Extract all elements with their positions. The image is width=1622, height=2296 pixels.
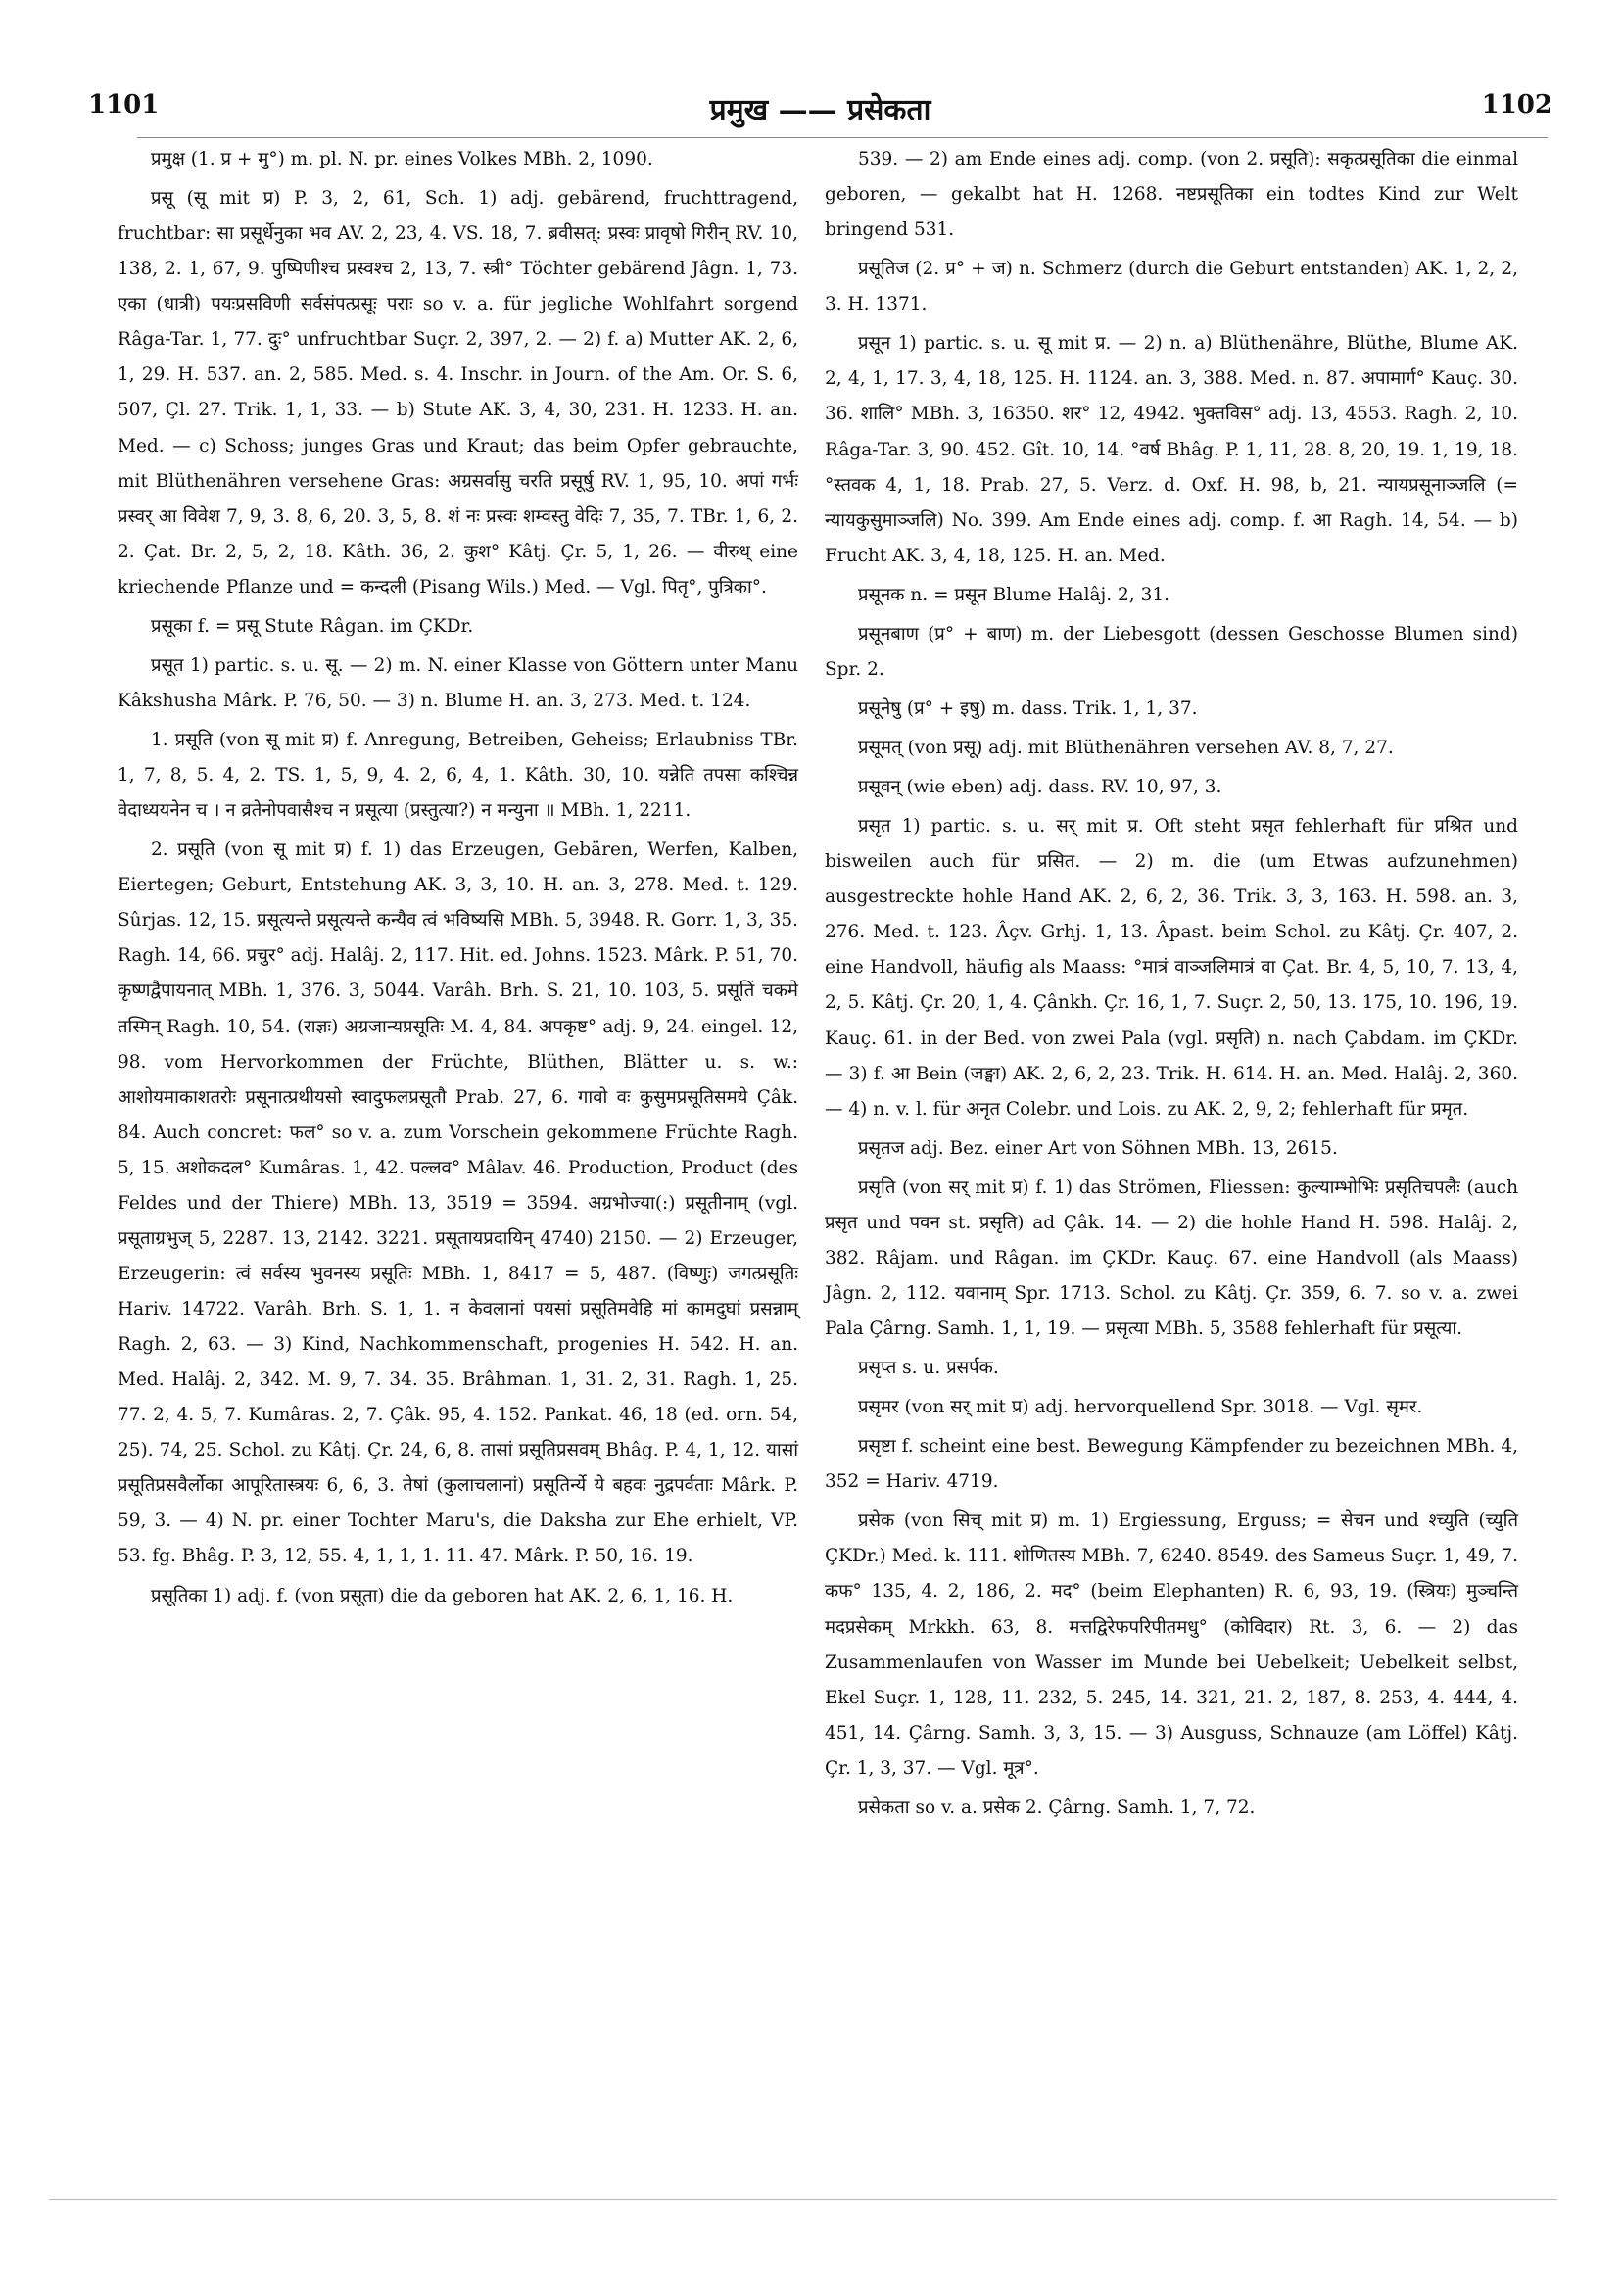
dictionary-entry: प्रसूनेषु (प्र° + इषु) m. dass. Trik. 1, 1, 37. [858, 697, 1198, 719]
dictionary-entry: प्रमुक्ष (1. प्र + मु°) m. pl. N. pr. eines Volkes MBh. 2, 1090. [151, 149, 653, 169]
footer-rule [49, 2199, 1557, 2200]
dictionary-entry: प्रसूनबाण (प्र° + बाण) m. der Liebesgott (dessen Geschosse Blumen sind) Spr. 2. [825, 623, 1518, 680]
dictionary-entry: प्रसू (सू mit प्र) P. 3, 2, 61, Sch. 1) adj. gebärend, fruchttragend, fruchtbar: सा प्रसूर्धेनुका भव AV. 2, 23, 4. VS. 18, 7. ब्रवीसत्: प्रस्वः प्रावृषो गिरीन् RV. 10, 138, 2. 1, 67, 9. पुष्पिणीश्च प्रस्वश्च 2, 13, 7. स्त्री° Töchter gebärend Jâgn. 1, 73. एका (धात्री) पयःप्रसविणी सर्वसंपत्प्रसूः पराः so v. a. für jegliche Wohlfahrt sorgend Râga-Tar. 1, 77. दुः° unfruchtbar Suçr. 2, 397, 2. — 2) f. a) Mutter AK. 2, 6, 1, 29. H. 537. an. 2, 585. Med. s. 4. Inschr. in Journ. of the Am. Or. S. 6, 507, Çl. 27. Trik. 1, 1, 33. — b) Stute AK. 3, 4, 30, 231. H. 1233. H. an. Med. — c) Schoss; junges Gras und Kraut; das beim Opfer gebrauchte, mit Blüthenähren versehene Gras: अग्रसर्वासु चरति प्रसूर्षु RV. 1, 95, 10. अपां गर्भः प्रस्वर् आ विवेश 7, 9, 3. 8, 6, 20. 3, 5, 8. शं नः प्रस्वः शम्वस्तु वेदिः 7, 35, 7. TBr. 1, 6, 2. 2. Çat. Br. 2, 5, 2, 18. Kâth. 36, 2. कुश° Kâtj. Çr. 5, 1, 26. — वीरुध् eine kriechende Pflanze und = कन्दली (Pisang Wils.) Med. — Vgl. पितृ°, पुत्रिका°. [118, 188, 798, 598]
dictionary-entry: प्रसृष्टा f. scheint eine best. Bewegung Kämpfender zu bezeichnen MBh. 4, 352 = Hariv. 4719. [825, 1436, 1518, 1493]
dictionary-entry: प्रसृत 1) partic. s. u. सर् mit प्र. Oft steht प्रसृत fehlerhaft für प्रश्रित und bisweilen auch für प्रसित. — 2) m. die (um Etwas aufzunehmen) ausgestreckte hohle Hand AK. 2, 6, 2, 36. Trik. 3, 3, 163. H. 598. an. 3, 276. Med. t. 123. Âçv. Grhj. 1, 13. Âpast. beim Schol. zu Kâtj. Çr. 407, 2. eine Handvoll, häufig als Maass: °मात्रं वाञ्जलिमात्रं वा Çat. Br. 4, 5, 10, 7. 13, 4, 2, 5. Kâtj. Çr. 20, 1, 4. Çânkh. Çr. 16, 1, 7. Suçr. 2, 50, 13. 175, 10. 196, 19. Kauç. 61. in der Bed. von zwei Pala (vgl. प्रसृति) n. nach Çabdam. im ÇKDr. — 3) f. आ Bein (जङ्घा) AK. 2, 6, 2, 23. Trik. H. 614. H. an. Med. Halâj. 2, 360. — 4) n. v. l. für अनृत Colebr. und Lois. zu AK. 2, 9, 2; fehlerhaft für प्रमृत. [825, 816, 1518, 1120]
left-column [118, 142, 798, 1618]
right-column [825, 142, 1518, 1830]
dictionary-entry: प्रसूमत् (von प्रसू) adj. mit Blüthenähren versehen AV. 8, 7, 27. [858, 738, 1394, 758]
dictionary-entry: प्रसृप्त s. u. प्रसर्पक. [858, 1358, 999, 1379]
dictionary-entry: प्रसेक (von सिच् mit प्र) m. 1) Ergiessung, Erguss; = सेचन und श्च्युति (च्युति ÇKDr.) Med. k. 111. शोणितस्य MBh. 7, 6240. 8549. des Sameus Suçr. 1, 49, 7. कफ° 135, 4. 2, 186, 2. मद° (beim Elephanten) R. 6, 93, 19. (स्त्रियः) मुञ्चन्ति मदप्रसेकम् Mrkkh. 63, 8. मत्तद्विरेफपरिपीतमधु° (कोविदार) Rt. 3, 6. — 2) das Zusammenlaufen von Wasser im Munde bei Uebelkeit; Uebelkeit selbst, Ekel Suçr. 1, 128, 11. 232, 5. 245, 14. 321, 21. 2, 187, 8. 253, 4. 444, 4. 451, 14. Çârng. Samh. 3, 3, 15. — 3) Ausguss, Schnauze (am Löffel) Kâtj. Çr. 1, 3, 37. — Vgl. मूत्र°. [825, 1510, 1518, 1779]
dictionary-entry: 1. प्रसूति (von सू mit प्र) f. Anregung, Betreiben, Geheiss; Erlaubniss TBr. 1, 7, 8, 5. 4, 2. TS. 1, 5, 9, 4. 2, 6, 4, 1. Kâth. 30, 10. यन्नेति तपसा कश्चिन्न वेदाध्ययनेन च । न व्रतेनोपवासैश्च न प्रसूत्या (प्रस्तुत्या?) न मन्युना ॥ MBh. 1, 2211. [118, 730, 798, 822]
dictionary-entry: प्रसूतिज (2. प्र° + ज) n. Schmerz (durch die Geburt entstanden) AK. 1, 2, 2, 3. H. 1371. [825, 259, 1518, 315]
page-number-right: 1102 [1481, 90, 1552, 120]
header-rule [137, 137, 1548, 138]
dictionary-entry: प्रसृति (von सर् mit प्र) f. 1) das Strömen, Fliessen: कुल्याम्भोभिः प्रसृतिचपलैः (auch प्रसृत und पवन st. प्रसृति) ad Çâk. 14. — 2) die hohle Hand H. 598. Halâj. 2, 382. Râjam. und Râgan. im ÇKDr. Kauç. 67. eine Handvoll (als Maass) Jâgn. 2, 112. यवानाम् Spr. 1713. Schol. zu Kâtj. Çr. 359, 6. 7. so v. a. zwei Pala Çârng. Samh. 1, 1, 19. — प्रसृत्या MBh. 5, 3588 fehlerhaft für प्रसूत्या. [825, 1176, 1518, 1339]
dictionary-entry: प्रसेकता so v. a. प्रसेक 2. Çârng. Samh. 1, 7, 72. [858, 1796, 1256, 1818]
page-number-left: 1101 [88, 90, 160, 120]
dictionary-entry: प्रसूत 1) partic. s. u. सू. — 2) m. N. einer Klasse von Göttern unter Manu Kâkshusha Mârk. P. 76, 50. — 3) n. Blume H. an. 3, 273. Med. t. 124. [118, 654, 798, 711]
dictionary-entry: प्रसृतज adj. Bez. einer Art von Söhnen MBh. 13, 2615. [858, 1137, 1338, 1159]
dictionary-entry: 2. प्रसूति (von सू mit प्र) f. 1) das Erzeugen, Gebären, Werfen, Kalben, Eiertegen; Geburt, Entstehung AK. 3, 3, 10. H. an. 3, 278. Med. t. 129. Sûrjas. 12, 15. प्रसूत्यन्ते प्रसूत्यन्ते कन्यैव त्वं भविष्यसि MBh. 5, 3948. R. Gorr. 1, 3, 35. Ragh. 14, 66. प्रचुर° adj. Halâj. 2, 117. Hit. ed. Johns. 1523. Mârk. P. 51, 70. कृष्णद्वैपायनात् MBh. 1, 376. 3, 5044. Varâh. Brh. S. 21, 10. 103, 5. प्रसूतिं चकमे तस्मिन् Ragh. 10, 54. (राज्ञः) अग्रजान्यप्रसूतिः M. 4, 84. अपकृष्ट° adj. 9, 24. eingel. 12, 98. vom Hervorkommen der Früchte, Blüthen, Blätter u. s. w.: आशोयमाकाशतरोः प्रसूनात्प्रथीयसो स्वादुफलप्रसूतौ Prab. 27, 6. गावो वः कुसुमप्रसूतिसमये Çâk. 84. Auch concret: फल° so v. a. zum Vorschein gekommene Früchte Ragh. 5, 15. अशोकदल° Kumâras. 1, 42. पल्लव° Mâlav. 46. Production, Product (des Feldes und der Thiere) MBh. 13, 3519 = 3594. अग्रभोज्या(:) प्रसूतीनाम् (vgl. प्रसूताग्रभुज् 5, 2287. 13, 2142. 3221. प्रसूतायप्रदायिन् 4740) 2150. — 2) Erzeuger, Erzeugerin: त्वं सर्वस्य भुवनस्य प्रसूतिः MBh. 1, 8417 = 5, 487. (विष्णुः) जगत्प्रसूतिः Hariv. 14722. Varâh. Brh. S. 1, 1. न केवलानां पयसां प्रसूतिमवेहि मां कामदुघां प्रसन्नाम् Ragh. 2, 63. — 3) Kind, Nachkommenschaft, progenies H. 542. H. an. Med. Halâj. 2, 342. M. 9, 7. 34. 35. Brâhman. 1, 31. 2, 31. Ragh. 1, 25. 77. 2, 4. 5, 7. Kumâras. 2, 7. Çâk. 95, 4. 152. Pankat. 46, 18 (ed. orn. 54, 25). 74, 25. Schol. zu Kâtj. Çr. 24, 6, 8. तासां प्रसूतिप्रसवम् Bhâg. P. 4, 1, 12. यासां प्रसूतिप्रसवैर्लोका आपूरितास्त्रयः 6, 6, 3. तेषां (कुलाचलानां) प्रसूतिर्न्ये ये बहवः नुद्रपर्वताः Mârk. P. 59, 3. — 4) N. pr. einer Tochter Maru's, die Daksha zur Ehe erhielt, VP. 53. fg. Bhâg. P. 3, 12, 55. 4, 1, 1, 1. 11. 47. Mârk. P. 50, 16. 19. [118, 839, 798, 1567]
dictionary-entry: प्रसून 1) partic. s. u. सू mit प्र. — 2) n. a) Blüthenähre, Blüthe, Blume AK. 2, 4, 1, 17. 3, 4, 18, 125. H. 1124. an. 3, 388. Med. n. 87. अपामार्ग° Kauç. 30. 36. शालि° MBh. 3, 16350. शर° 12, 4942. भुक्तविस° adj. 13, 4553. Ragh. 2, 10. Râga-Tar. 3, 90. 452. Gît. 10, 14. °वर्ष Bhâg. P. 1, 11, 28. 8, 20, 19. 1, 19, 18. °स्तवक 4, 1, 18. Prab. 27, 5. Verz. d. Oxf. H. 98, b, 21. न्यायप्रसूनाञ्जलि (= न्यायकुसुमाञ्जलि) No. 399. Am Ende eines adj. comp. f. आ Ragh. 14, 54. — b) Frucht AK. 3, 4, 18, 125. H. an. Med. [825, 333, 1518, 566]
dictionary-entry: प्रसूका f. = प्रसू Stute Râgan. im ÇKDr. [151, 615, 474, 637]
page-header [88, 90, 1552, 129]
dictionary-entry: प्रसूवन् (wie eben) adj. dass. RV. 10, 97, 3. [858, 777, 1222, 798]
dictionary-entry: प्रसूतिका 1) adj. f. (von प्रसूता) die da geboren hat AK. 2, 6, 1, 16. H. [151, 1585, 734, 1606]
dictionary-entry: प्रसूनक n. = प्रसून Blume Halâj. 2, 31. [858, 584, 1169, 605]
dictionary-entry: प्रसृमर (von सर् mit प्र) adj. hervorquellend Spr. 3018. — Vgl. सृमर. [858, 1397, 1423, 1418]
dictionary-entry: 539. — 2) am Ende eines adj. comp. (von 2. प्रसूति): सकृत्प्रसूतिका die einmal geboren, — gekalbt hat H. 1268. नष्टप्रसूतिका ein todtes Kind zur Welt bringend 531. [825, 149, 1518, 241]
running-title: प्रमुख —— प्रसेकता [709, 93, 931, 127]
